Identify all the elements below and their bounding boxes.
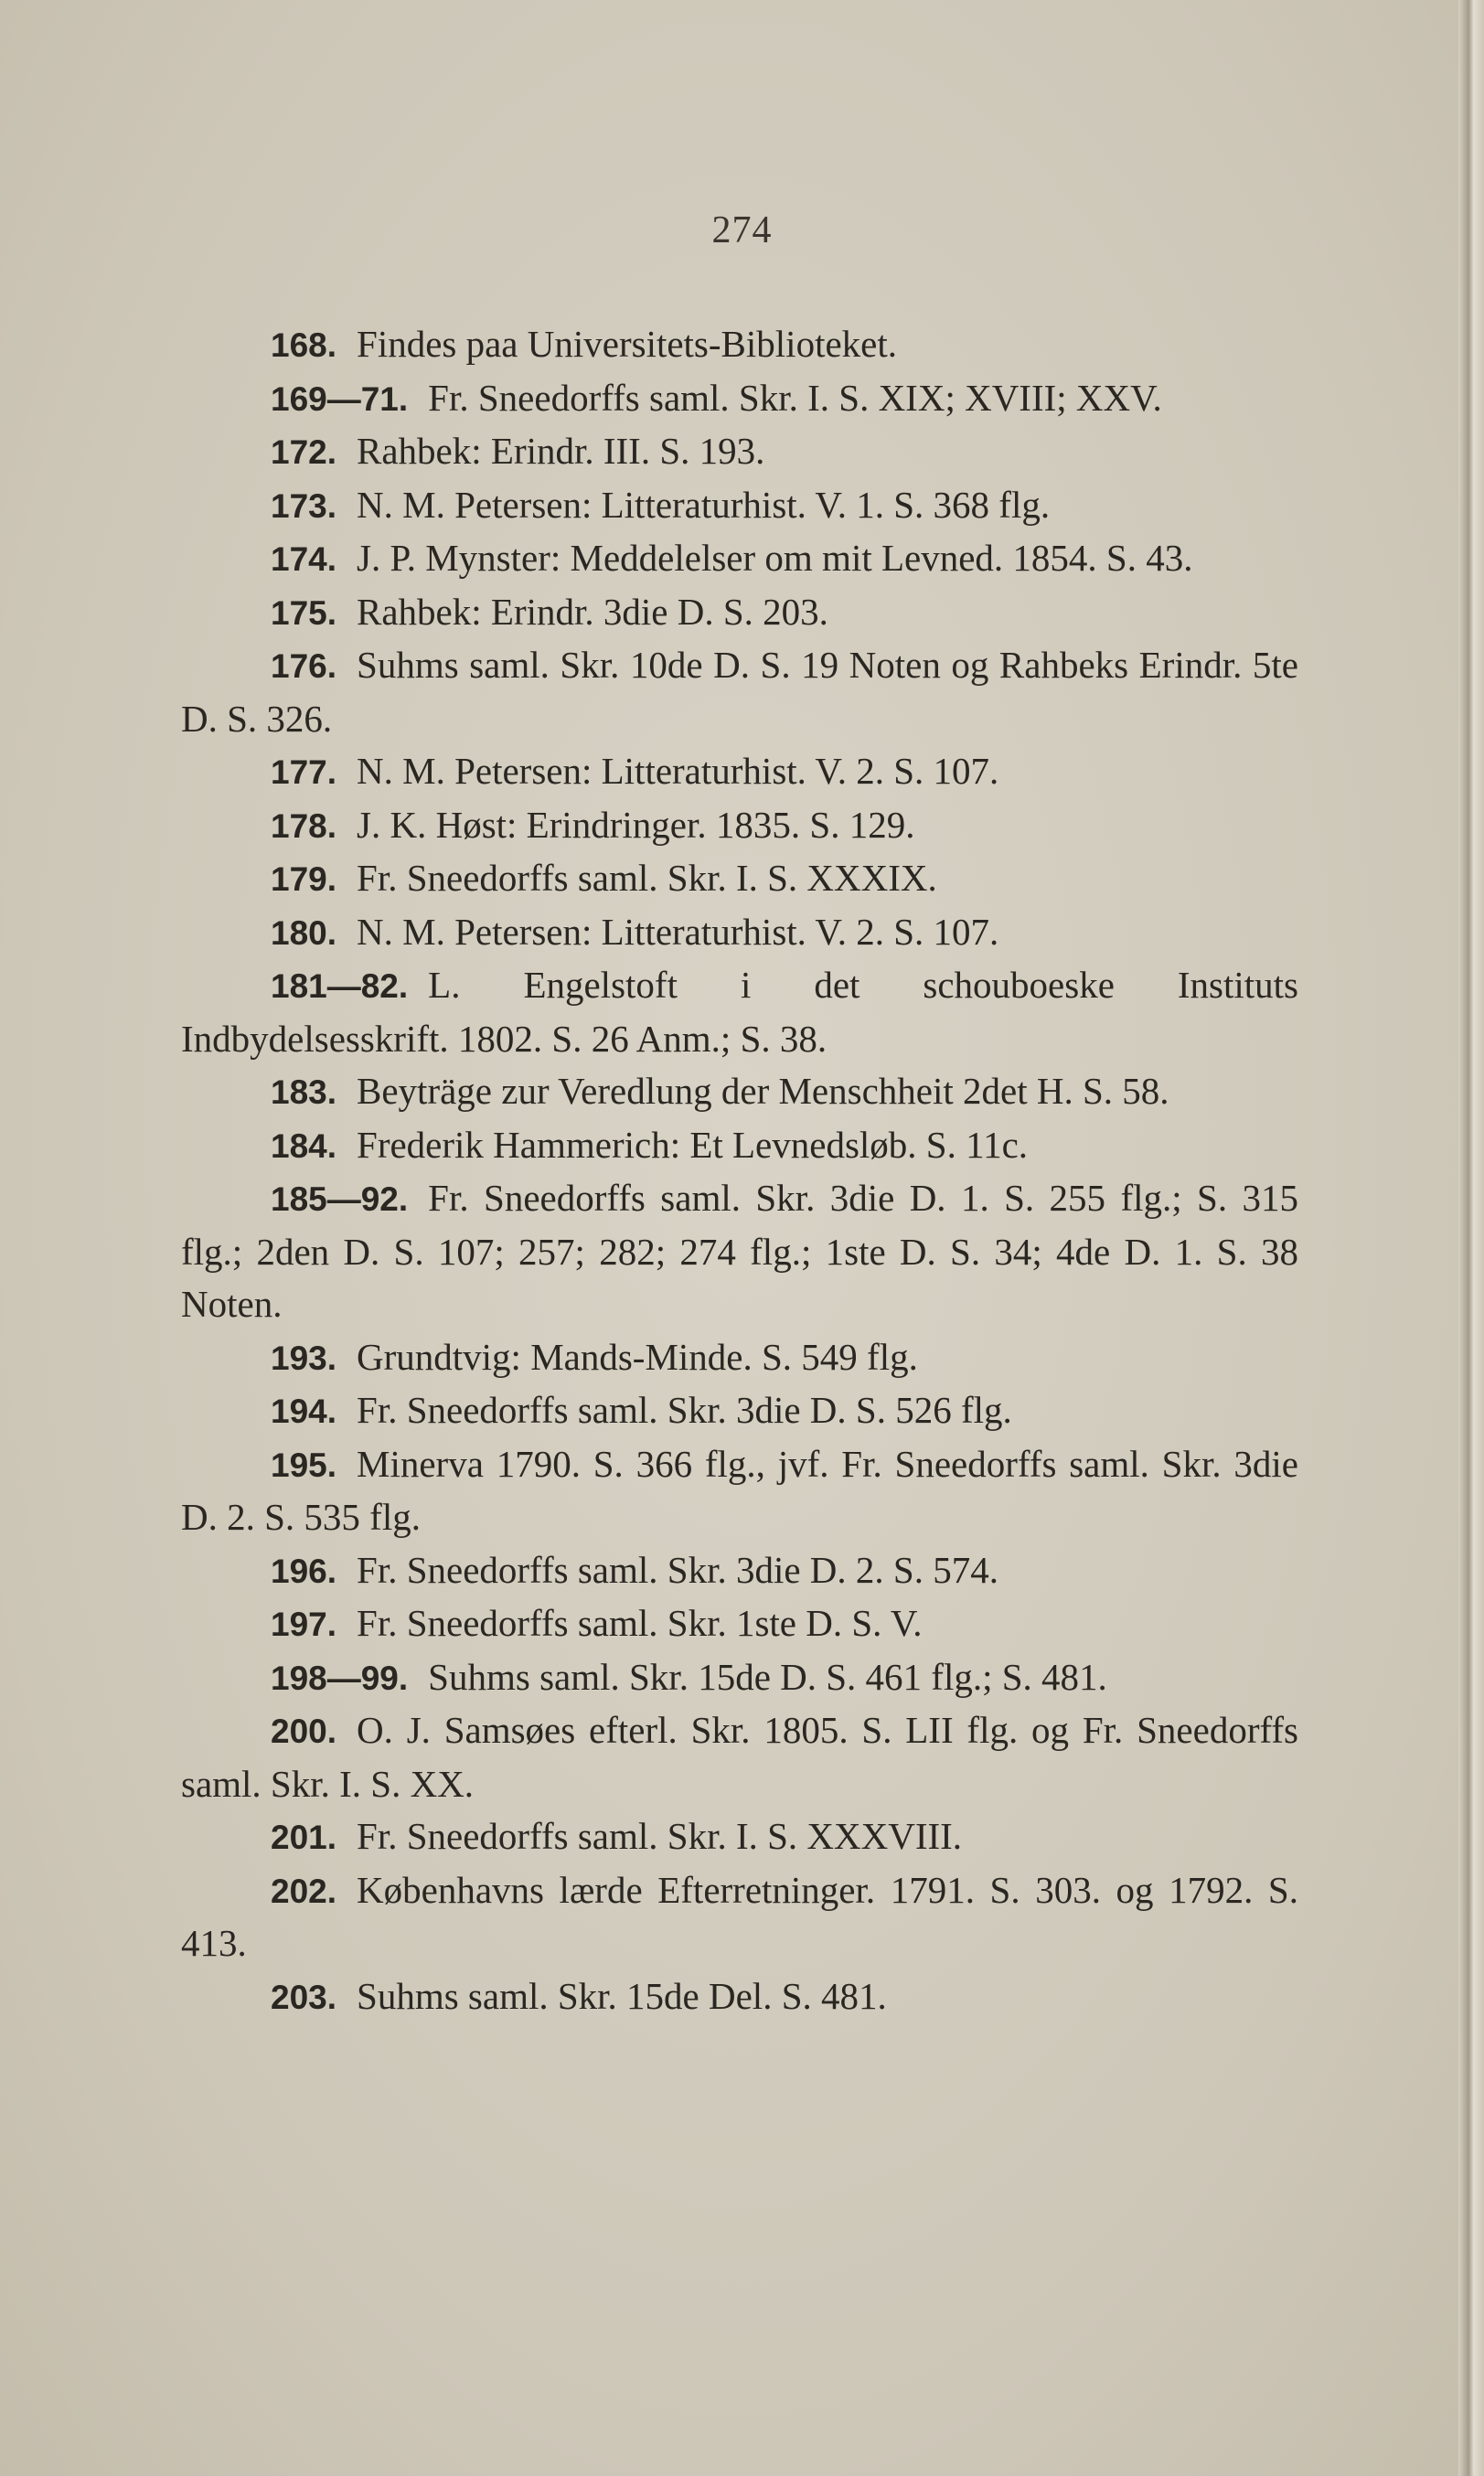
- notes-list: [181, 318, 1298, 2023]
- note-text: Grundtvig: Mands-Minde. S. 549 flg.: [357, 1335, 918, 1378]
- note-item: [181, 852, 1298, 906]
- note-number: 183.: [271, 1073, 337, 1111]
- note-number: 175.: [271, 593, 337, 632]
- page-number: 274: [711, 209, 773, 251]
- note-number: 185—92.: [271, 1180, 409, 1218]
- note-number: 197.: [271, 1606, 337, 1643]
- note-text: Fr. Sneedorffs saml. Skr. I. S. XXXVIII.: [357, 1815, 963, 1857]
- note-text: Rahbek: Erindr. III. S. 193.: [357, 430, 765, 472]
- note-item: [181, 799, 1298, 853]
- note-item: [181, 639, 1298, 745]
- note-text: Frederik Hammerich: Et Levnedsløb. S. 11c.: [357, 1123, 1029, 1166]
- note-text: Fr. Sneedorffs saml. Skr. I. S. XXXIX.: [357, 857, 937, 899]
- note-item: [181, 1119, 1298, 1173]
- note-text: O. J. Samsøes efterl. Skr. 1805. S. LII flg. og Fr. Sneedorffs saml. Skr. I. S. XX.: [181, 1709, 1298, 1805]
- note-item: [181, 1864, 1298, 1970]
- note-text: Fr. Sneedorffs saml. Skr. I. S. XIX; XVIII; XXV.: [428, 376, 1162, 419]
- note-number: 177.: [271, 753, 337, 791]
- note-number: 196.: [271, 1552, 337, 1590]
- note-item: [181, 425, 1298, 479]
- note-text: Fr. Sneedorffs saml. Skr. 3die D. S. 526 flg.: [357, 1389, 1012, 1431]
- note-item: [181, 479, 1298, 533]
- note-text: J. K. Høst: Erindringer. 1835. S. 129.: [357, 803, 915, 846]
- note-number: 200.: [271, 1713, 337, 1750]
- note-text: Rahbek: Erindr. 3die D. S. 203.: [357, 590, 828, 633]
- note-item: [181, 586, 1298, 640]
- note-number: 195.: [271, 1446, 337, 1484]
- note-number: 168.: [271, 326, 337, 364]
- note-text: J. P. Mynster: Meddelelser om mit Levned. 1854. S. 43.: [357, 537, 1193, 579]
- note-text: Fr. Sneedorffs saml. Skr. 3die D. 2. S. 574.: [357, 1548, 998, 1591]
- note-number: 184.: [271, 1126, 337, 1165]
- note-item: [181, 1544, 1298, 1598]
- note-text: Findes paa Universitets-Biblioteket.: [357, 323, 897, 365]
- note-number: 193.: [271, 1339, 337, 1377]
- note-item: [181, 372, 1298, 426]
- note-item: [181, 1331, 1298, 1385]
- note-text: Suhms saml. Skr. 15de D. S. 461 flg.; S. 481.: [428, 1655, 1107, 1698]
- note-number: 172.: [271, 433, 337, 471]
- note-text: N. M. Petersen: Litteraturhist. V. 2. S. 107.: [357, 910, 999, 953]
- page-edge: [1458, 0, 1484, 2476]
- note-number: 174.: [271, 540, 337, 578]
- note-number: 194.: [271, 1393, 337, 1430]
- note-text: N. M. Petersen: Litteraturhist. V. 1. S. 368 flg.: [357, 483, 1051, 526]
- note-item: [181, 1970, 1298, 2024]
- note-text: Suhms saml. Skr. 10de D. S. 19 Noten og Rahbeks Erindr. 5te D. S. 326.: [181, 644, 1298, 740]
- note-item: [181, 1065, 1298, 1119]
- note-number: 198—99.: [271, 1659, 409, 1697]
- note-number: 203.: [271, 1978, 337, 2016]
- note-number: 179.: [271, 860, 337, 898]
- note-item: [181, 318, 1298, 372]
- note-text: Fr. Sneedorffs saml. Skr. 3die D. 1. S. 255 flg.; S. 315 flg.; 2den D. S. 107; 257; 282; 274 flg.; 1ste D. S. 34; 4de D. 1. S. 38 Noten.: [181, 1177, 1298, 1325]
- note-text: Fr. Sneedorffs saml. Skr. 1ste D. S. V.: [357, 1602, 923, 1644]
- note-item: [181, 745, 1298, 799]
- note-number: 202.: [271, 1872, 337, 1910]
- note-text: Minerva 1790. S. 366 flg., jvf. Fr. Sneedorffs saml. Skr. 3die D. 2. S. 535 flg.: [181, 1442, 1298, 1538]
- note-number: 180.: [271, 913, 337, 952]
- note-text: L. Engelstoft i det schouboeske Instituts Indbydelsesskrift. 1802. S. 26 Anm.; S. 38.: [181, 964, 1298, 1060]
- note-number: 169—71.: [271, 379, 409, 418]
- note-item: [181, 1438, 1298, 1544]
- note-item: [181, 1384, 1298, 1438]
- note-number: 178.: [271, 806, 337, 845]
- note-item: [181, 1597, 1298, 1651]
- note-item: [181, 906, 1298, 960]
- note-number: 173.: [271, 486, 337, 525]
- note-number: 181—82.: [271, 967, 409, 1005]
- note-number: 201.: [271, 1819, 337, 1856]
- note-text: Suhms saml. Skr. 15de Del. S. 481.: [357, 1974, 887, 2017]
- note-item: [181, 532, 1298, 586]
- note-text: Beyträge zur Veredlung der Menschheit 2det H. S. 58.: [357, 1070, 1169, 1112]
- note-text: Københavns lærde Efterretninger. 1791. S. 303. og 1792. S. 413.: [181, 1868, 1298, 1964]
- note-text: N. M. Petersen: Litteraturhist. V. 2. S. 107.: [357, 750, 999, 792]
- note-item: [181, 1810, 1298, 1864]
- note-item: [181, 959, 1298, 1065]
- note-number: 176.: [271, 647, 337, 685]
- note-item: [181, 1704, 1298, 1810]
- note-item: [181, 1651, 1298, 1705]
- note-item: [181, 1172, 1298, 1331]
